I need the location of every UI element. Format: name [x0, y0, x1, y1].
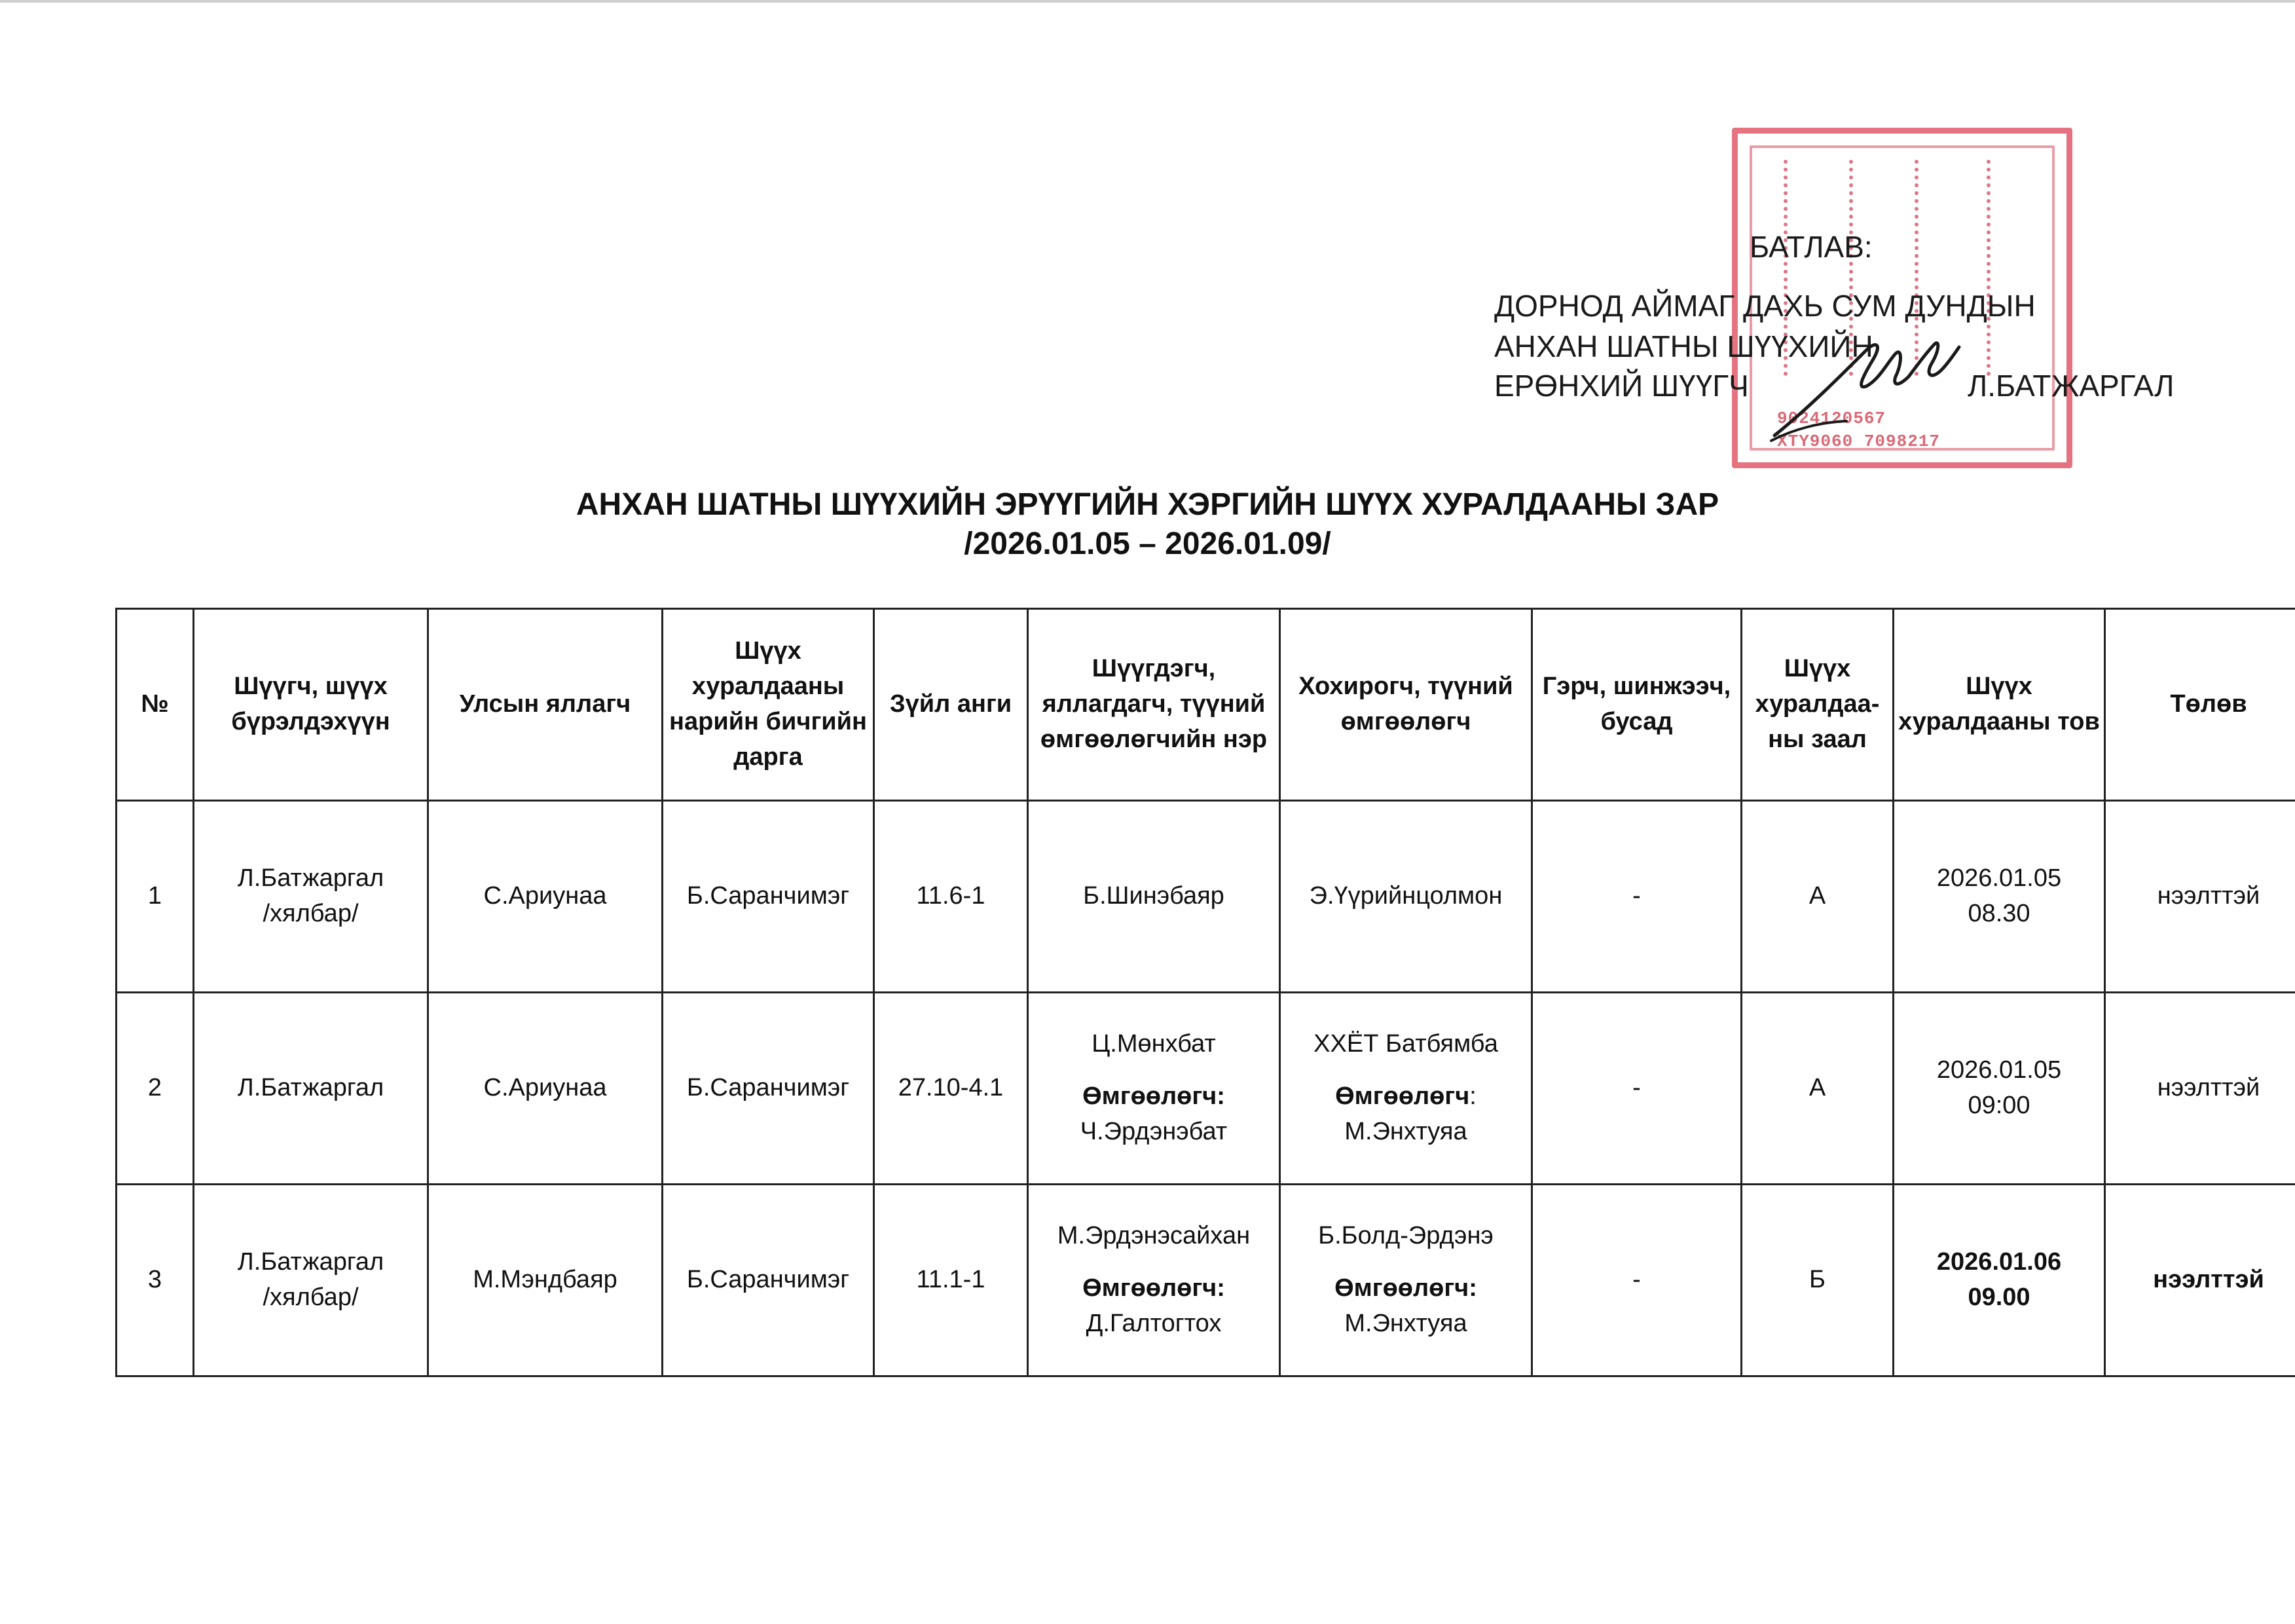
judge-note: /хялбар/	[263, 900, 359, 927]
header-no: №	[117, 609, 194, 801]
header-secretary: Шүүх хуралдааны нарийн бичгийн дарга	[663, 609, 874, 801]
stamp-code-2: ХТҮ9060 7098217	[1777, 432, 1941, 451]
table-row	[117, 801, 2295, 993]
signature	[1768, 324, 1964, 449]
cell-hall: А	[1742, 801, 1894, 993]
approval-line-2: АНХАН ШАТНЫ ШҮҮХИЙН	[1494, 329, 1873, 363]
cell-defendant	[1028, 1185, 1280, 1376]
cell-prosecutor: С.Ариунаа	[428, 993, 663, 1185]
header-victim: Хохирогч, түүний өмгөөлөгч	[1280, 609, 1532, 801]
cell-prosecutor: С.Ариунаа	[428, 801, 663, 993]
victim-name: ХХЁТ Батбямба	[1313, 1030, 1498, 1058]
cell-article: 27.10-4.1	[874, 993, 1028, 1185]
header-prosecutor: Улсын яллагч	[428, 609, 663, 801]
cell-hall: Б	[1742, 1185, 1894, 1376]
defendant-lawyer-label: Өмгөөлөгч:	[1082, 1274, 1225, 1302]
cell-victim	[1280, 1185, 1532, 1376]
cell-article: 11.6-1	[874, 801, 1028, 993]
approval-line-1: ДОРНОД АЙМАГ ДАХЬ СУМ ДУНДЫН	[1494, 289, 2036, 323]
hearing-schedule-table	[115, 608, 2295, 1377]
table-row	[117, 993, 2295, 1185]
header-status: Төлөв	[2105, 609, 2295, 801]
cell-status: нээлттэй	[2105, 993, 2295, 1185]
cell-status: нээлттэй	[2105, 1185, 2295, 1376]
cell-hall: А	[1742, 993, 1894, 1185]
judge-note: /хялбар/	[263, 1283, 359, 1311]
hearing-date: 2026.01.05	[1936, 864, 2062, 893]
judge-name: Л.Батжаргал	[237, 864, 384, 893]
document-period: /2026.01.05 – 2026.01.09/	[964, 526, 1331, 561]
approval-signer-name: Л.БАТЖАРГАЛ	[1968, 369, 2175, 403]
cell-prosecutor: М.Мэндбаяр	[428, 1185, 663, 1376]
cell-defendant	[1028, 993, 1280, 1185]
defendant-lawyer-name: Д.Галтогтох	[1086, 1309, 1222, 1337]
cell-judge	[194, 1185, 428, 1376]
stamp-mongolian-script	[1987, 160, 2016, 376]
table-header-row	[117, 609, 2295, 801]
header-date: Шүүх хуралдааны тов	[1894, 609, 2105, 801]
victim-lawyer-name: М.Энхтуяа	[1344, 1309, 1467, 1337]
cell-secretary: Б.Саранчимэг	[663, 801, 874, 993]
cell-article: 11.1-1	[874, 1185, 1028, 1376]
header-hall: Шүүх хуралдаа-ны заал	[1742, 609, 1894, 801]
victim-lawyer-label: Өмгөөлөгч	[1335, 1082, 1470, 1111]
hearing-date: 2026.01.06	[1936, 1248, 2062, 1276]
header-article: Зүйл анги	[874, 609, 1028, 801]
cell-no: 2	[117, 993, 194, 1185]
cell-judge: Л.Батжаргал	[194, 993, 428, 1185]
victim-name: Б.Болд-Эрдэнэ	[1318, 1222, 1494, 1250]
defendant-lawyer-name: Ч.Эрдэнэбат	[1080, 1117, 1228, 1145]
cell-secretary: Б.Саранчимэг	[663, 993, 874, 1185]
cell-judge	[194, 801, 428, 993]
cell-date	[1894, 1185, 2105, 1376]
header-defendant: Шүүгдэгч, яллагдагч, түүний өмгөөлөгчийн нэр	[1028, 609, 1280, 801]
cell-witness: -	[1532, 1185, 1742, 1376]
cell-victim: ХХЁТ Батбямба Өмгөөлөгч: М.Энхтуяа	[1280, 993, 1532, 1185]
cell-date	[1894, 801, 2105, 993]
cell-no: 1	[117, 801, 194, 993]
defendant-name: Ц.Мөнхбат	[1092, 1030, 1216, 1058]
cell-no: 3	[117, 1185, 194, 1376]
hearing-time: 09:00	[1968, 1092, 2030, 1119]
judge-name: Л.Батжаргал	[237, 1248, 384, 1276]
scan-edge	[0, 0, 2295, 3]
cell-date	[1894, 993, 2105, 1185]
victim-lawyer-name: М.Энхтуяа	[1344, 1117, 1467, 1145]
approval-label: БАТЛАВ:	[1750, 230, 1873, 264]
victim-lawyer-label: Өмгөөлөгч:	[1334, 1274, 1477, 1302]
cell-victim: Э.Үүрийнцолмон	[1280, 801, 1532, 993]
cell-witness: -	[1532, 801, 1742, 993]
cell-witness: -	[1532, 993, 1742, 1185]
header-witness: Гэрч, шинжээч, бусад	[1532, 609, 1742, 801]
cell-status: нээлттэй	[2105, 801, 2295, 993]
defendant-lawyer-label: Өмгөөлөгч:	[1082, 1082, 1225, 1111]
cell-secretary: Б.Саранчимэг	[663, 1185, 874, 1376]
stamp-code-1: 9024120567	[1777, 409, 1886, 428]
approval-line-3: ЕРӨНХИЙ ШҮҮГЧ	[1494, 369, 1749, 403]
hearing-date: 2026.01.05	[1936, 1056, 2062, 1084]
hearing-time: 09.00	[1968, 1283, 2030, 1311]
header-judge: Шүүгч, шүүх бүрэлдэхүүн	[194, 609, 428, 801]
table-row	[117, 1185, 2295, 1376]
hearing-time: 08.30	[1968, 900, 2030, 927]
cell-defendant: Б.Шинэбаяр	[1028, 801, 1280, 993]
document-title: АНХАН ШАТНЫ ШҮҮХИЙН ЭРҮҮГИЙН ХЭРГИЙН ШҮҮХ ХУРАЛДААНЫ ЗАР	[576, 487, 1719, 522]
defendant-name: М.Эрдэнэсайхан	[1057, 1222, 1251, 1250]
